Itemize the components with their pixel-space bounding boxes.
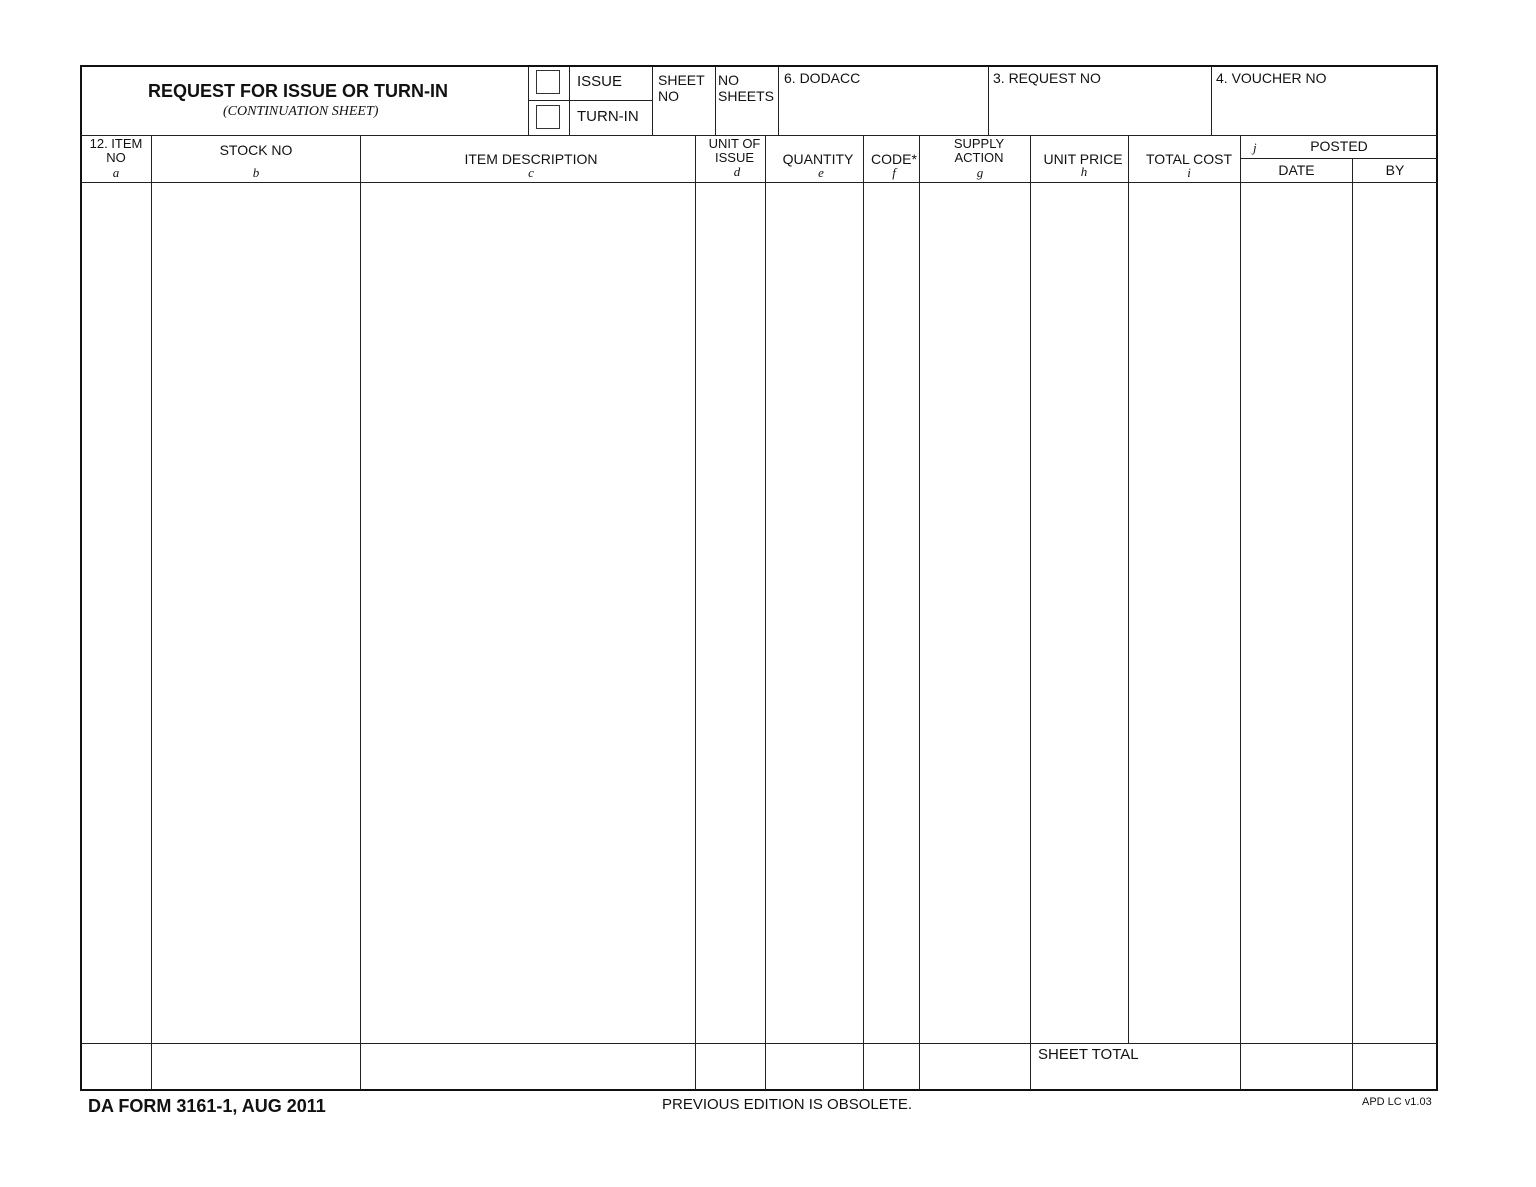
item-no-header-line1: 12. ITEM bbox=[89, 136, 143, 151]
unit-price-column[interactable] bbox=[1031, 183, 1127, 1043]
unit-of-issue-header-line2: ISSUE bbox=[714, 150, 754, 165]
unit-price-header: UNIT PRICE bbox=[1043, 151, 1123, 167]
stock-no-header: STOCK NO bbox=[219, 142, 293, 158]
posted-by-header: BY bbox=[1385, 162, 1405, 178]
dodacc-field[interactable] bbox=[780, 88, 987, 134]
sheet-total-label: SHEET TOTAL bbox=[1038, 1046, 1139, 1063]
posted-letter: j bbox=[1253, 140, 1257, 155]
voucher-no-field[interactable] bbox=[1213, 88, 1436, 134]
no-sheets-field[interactable] bbox=[717, 104, 777, 134]
quantity-column[interactable] bbox=[766, 183, 862, 1043]
posted-date-header: DATE bbox=[1278, 162, 1315, 178]
code-letter: f bbox=[892, 165, 896, 180]
supply-action-header-line1: SUPPLY bbox=[953, 136, 1005, 151]
sheet-no-label: SHEET NO bbox=[658, 72, 705, 104]
posted-by-column[interactable] bbox=[1353, 183, 1436, 1043]
quantity-header: QUANTITY bbox=[782, 151, 854, 167]
unit-of-issue-header-line1: UNIT OF bbox=[708, 136, 761, 151]
stock-no-column[interactable] bbox=[152, 183, 359, 1043]
divider bbox=[1211, 67, 1212, 135]
version-label: APD LC v1.03 bbox=[1362, 1096, 1432, 1108]
form-title: REQUEST FOR ISSUE OR TURN-IN bbox=[148, 81, 449, 101]
divider bbox=[778, 67, 779, 135]
total-cost-header: TOTAL COST bbox=[1145, 151, 1233, 167]
item-no-header-line2: NO bbox=[106, 150, 126, 165]
request-no-label: 3. REQUEST NO bbox=[993, 70, 1101, 86]
divider bbox=[569, 67, 570, 135]
form-subtitle: (CONTINUATION SHEET) bbox=[223, 104, 379, 119]
supply-action-column[interactable] bbox=[920, 183, 1029, 1043]
sheet-total-date-field[interactable] bbox=[1241, 1044, 1351, 1090]
divider bbox=[652, 67, 653, 135]
item-description-column[interactable] bbox=[361, 183, 694, 1043]
body-bottom-rule bbox=[81, 1043, 1437, 1044]
dodacc-label: 6. DODACC bbox=[784, 70, 861, 86]
total-cost-column[interactable] bbox=[1129, 183, 1239, 1043]
voucher-no-label: 4. VOUCHER NO bbox=[1216, 70, 1327, 86]
stock-no-letter: b bbox=[252, 165, 260, 180]
divider bbox=[988, 67, 989, 135]
edition-note: PREVIOUS EDITION IS OBSOLETE. bbox=[662, 1096, 913, 1113]
item-no-column[interactable] bbox=[82, 183, 150, 1043]
item-description-letter: c bbox=[528, 165, 534, 180]
unit-of-issue-letter: d bbox=[733, 164, 741, 179]
request-no-field[interactable] bbox=[990, 88, 1210, 134]
posted-header: POSTED bbox=[1310, 138, 1368, 154]
divider bbox=[528, 100, 652, 101]
posted-rule bbox=[1240, 158, 1437, 159]
code-column[interactable] bbox=[864, 183, 918, 1043]
turnin-checkbox[interactable] bbox=[536, 105, 560, 129]
supply-action-header-line2: ACTION bbox=[954, 150, 1004, 165]
no-sheets-label: NO SHEETS bbox=[718, 72, 775, 104]
unit-price-letter: h bbox=[1080, 164, 1088, 179]
sheet-no-field[interactable] bbox=[654, 104, 714, 134]
issue-label: ISSUE bbox=[577, 73, 623, 90]
sheet-total-field[interactable] bbox=[1031, 1064, 1239, 1090]
issue-checkbox[interactable] bbox=[536, 70, 560, 94]
quantity-letter: e bbox=[818, 165, 824, 180]
total-cost-letter: i bbox=[1187, 165, 1191, 180]
turnin-label: TURN-IN bbox=[577, 108, 639, 125]
code-header: CODE* bbox=[871, 151, 917, 167]
form-id: DA FORM 3161-1, AUG 2011 bbox=[88, 1096, 326, 1116]
divider bbox=[715, 67, 716, 135]
unit-of-issue-column[interactable] bbox=[696, 183, 764, 1043]
sheet-total-by-field[interactable] bbox=[1353, 1044, 1436, 1090]
supply-action-letter: g bbox=[976, 165, 984, 180]
item-description-header: ITEM DESCRIPTION bbox=[464, 151, 598, 167]
posted-date-column[interactable] bbox=[1241, 183, 1351, 1043]
item-no-letter: a bbox=[112, 165, 120, 180]
divider bbox=[528, 67, 529, 135]
